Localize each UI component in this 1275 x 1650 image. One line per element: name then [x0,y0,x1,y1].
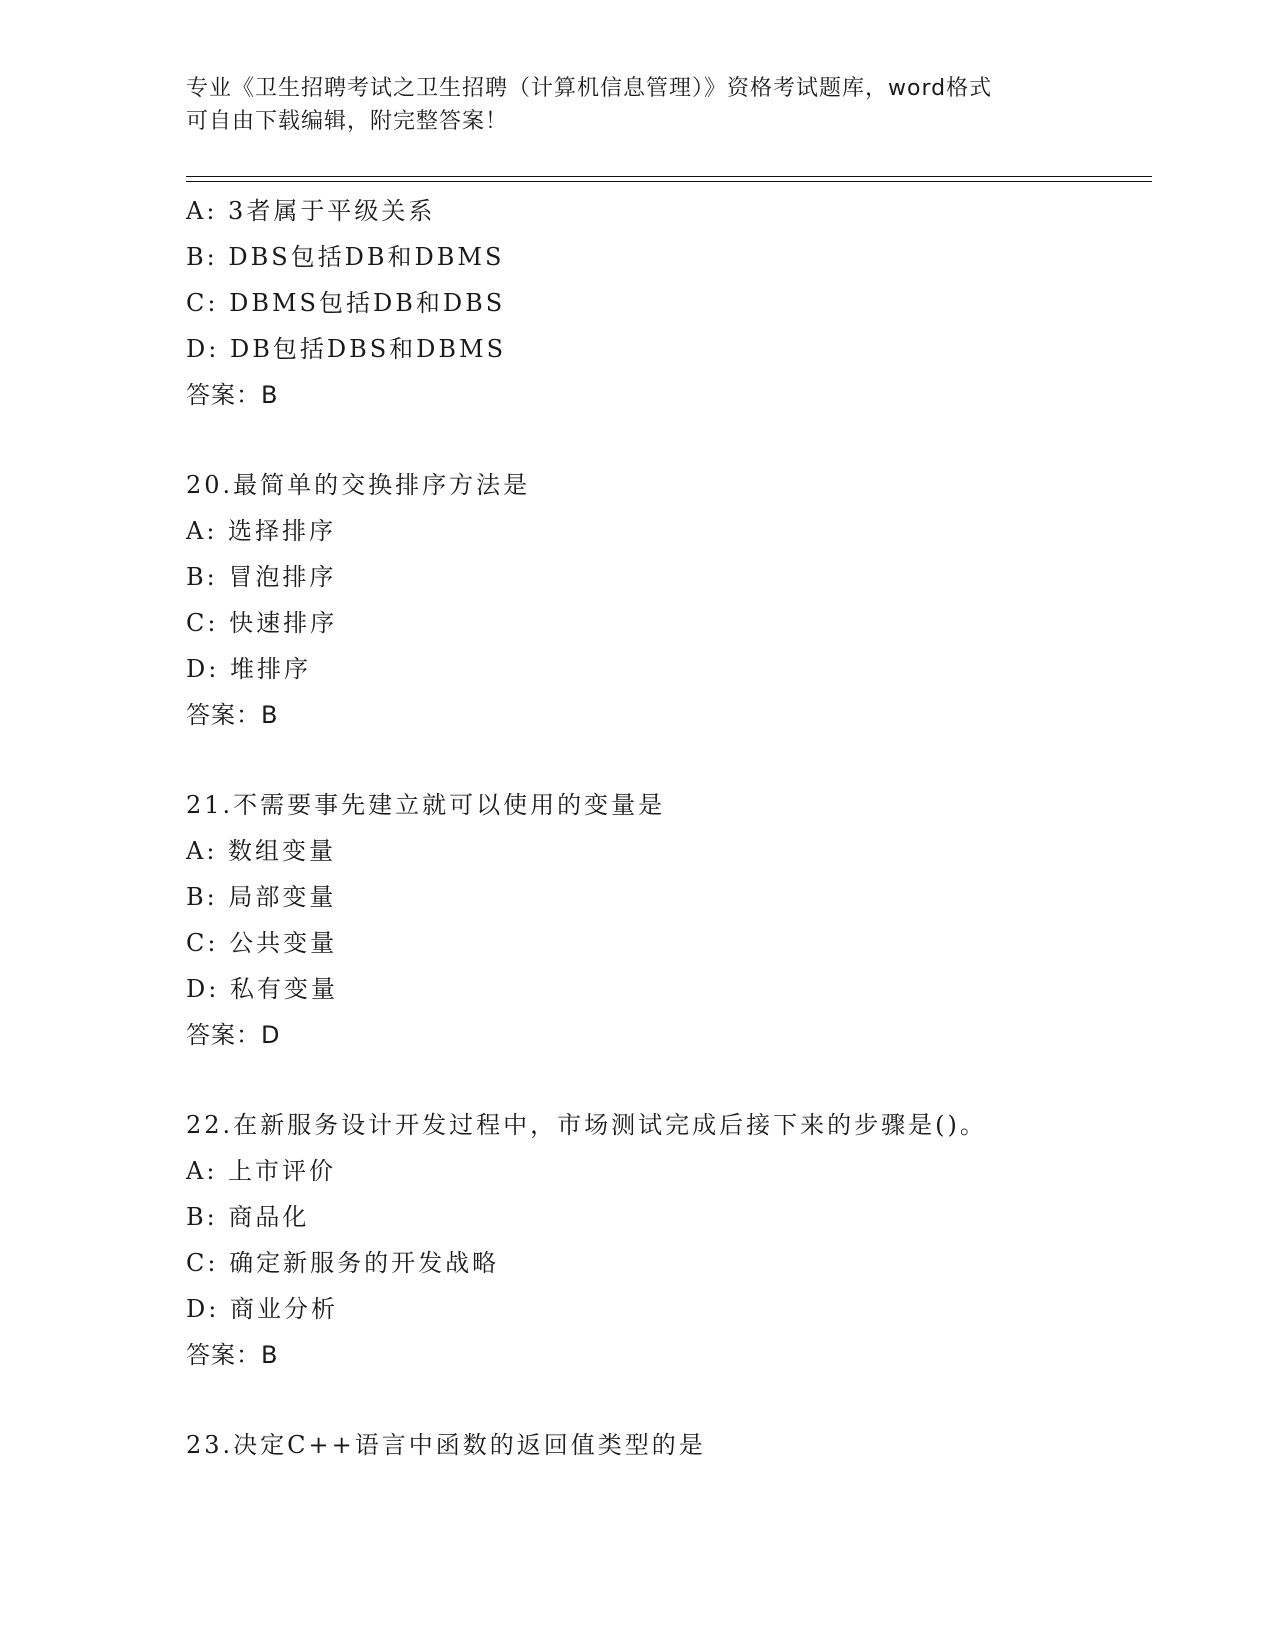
question-block-19 [186,188,1166,418]
option-b: B: 局部变量 [186,883,337,911]
question-block-20 [186,462,1166,738]
question-block-23 [186,1422,1166,1468]
question-stem: 21.不需要事先建立就可以使用的变量是 [186,791,666,819]
spacer [186,418,1166,462]
option-d: D: 商业分析 [186,1295,338,1323]
option-d: D: 堆排序 [186,655,311,683]
answer-text: 答案：D [186,1021,281,1049]
question-block-22 [186,1102,1166,1378]
question-stem: 22.在新服务设计开发过程中，市场测试完成后接下来的步骤是()。 [186,1111,987,1139]
question-block-21 [186,782,1166,1058]
option-a: A: 数组变量 [186,837,337,865]
spacer [186,1058,1166,1102]
spacer [186,738,1166,782]
answer-text: 答案：B [186,1341,279,1369]
option-c: C: DBMS包括DB和DBS [186,289,506,317]
option-b: B: DBS包括DB和DBMS [186,243,505,271]
spacer [186,1378,1166,1422]
header-divider-bottom [186,181,1152,182]
header-divider-top [186,176,1152,177]
option-c: C: 快速排序 [186,609,338,637]
option-c: C: 确定新服务的开发战略 [186,1249,500,1277]
option-b: B: 商品化 [186,1203,310,1231]
option-b: B: 冒泡排序 [186,563,337,591]
option-c: C: 公共变量 [186,929,338,957]
option-a: A: 选择排序 [186,517,337,545]
option-a: A: 3者属于平级关系 [186,197,436,225]
question-stem: 23.决定C++语言中函数的返回值类型的是 [186,1431,706,1459]
question-list [186,188,1166,1468]
question-stem: 20.最简单的交换排序方法是 [186,471,531,499]
option-d: D: 私有变量 [186,975,338,1003]
header-title-line1: 专业《卫生招聘考试之卫生招聘（计算机信息管理）》资格考试题库，word格式 [186,76,993,101]
header-title-line2: 可自由下载编辑，附完整答案！ [186,109,509,134]
document-header [186,72,1066,138]
option-a: A: 上市评价 [186,1157,337,1185]
option-d: D: DB包括DBS和DBMS [186,335,507,363]
answer-text: 答案：B [186,381,279,409]
answer-text: 答案：B [186,701,279,729]
